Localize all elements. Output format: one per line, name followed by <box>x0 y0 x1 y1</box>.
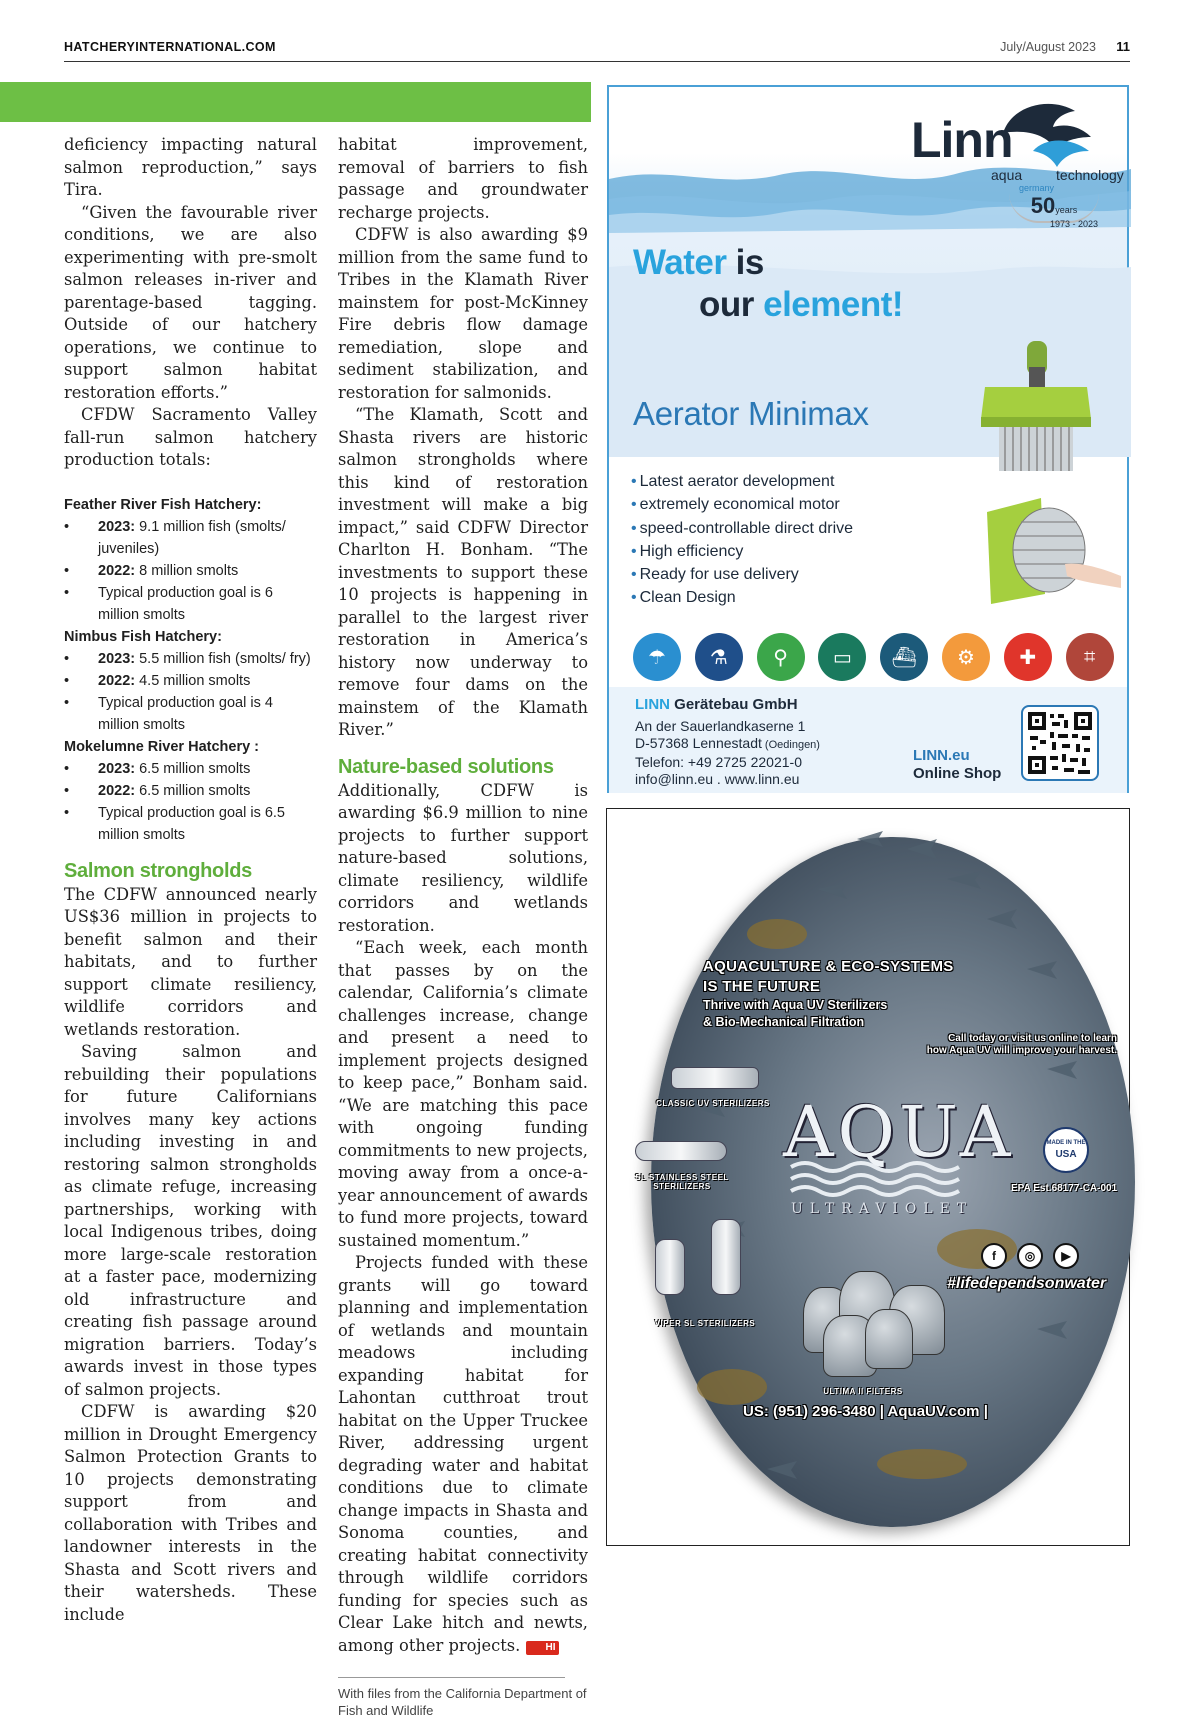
aerator-product-image <box>977 337 1095 477</box>
filter-tank-image <box>865 1309 913 1369</box>
feature-item: • Ready for use delivery <box>631 563 853 586</box>
aqua-brand-subtitle: ULTRAVIOLET <box>791 1201 974 1217</box>
address-district: (Oedingen) <box>761 739 820 751</box>
label-ultima-filters: ULTIMA II FILTERS <box>823 1387 903 1396</box>
sl-sterilizer-image <box>635 1141 727 1161</box>
feature-item: • speed-controllable direct drive <box>631 517 853 540</box>
viper-sterilizer-image <box>655 1239 685 1295</box>
label-line: SL STAINLESS STEEL <box>635 1173 729 1182</box>
logo-technology: technology <box>1056 167 1124 183</box>
list-item <box>64 582 317 626</box>
production-year: 2023: <box>98 760 136 777</box>
application-category-icon: ▭ <box>818 633 866 681</box>
production-year: 2022: <box>98 782 136 799</box>
list-item <box>64 802 317 846</box>
company-address <box>635 718 820 788</box>
phone-number: Telefon: +49 2725 22021-0 <box>635 754 802 770</box>
hatchery-name: Feather River Fish Hatchery: <box>64 496 262 513</box>
headline-water: Water <box>633 243 727 282</box>
list-item <box>64 780 317 802</box>
shop-url-link[interactable]: LINN.eu <box>913 747 970 764</box>
aqua-uv-advertisement[interactable] <box>606 808 1130 1546</box>
usa-badge-text: USA <box>1055 1149 1077 1160</box>
list-item <box>64 516 317 560</box>
section-color-bar <box>0 82 591 122</box>
company-rest: Gerätebau GmbH <box>670 696 798 713</box>
application-category-icon: ⚲ <box>757 633 805 681</box>
production-value: 4.5 million smolts <box>135 672 251 689</box>
ad-tagline-line: Thrive with Aqua UV Sterilizers <box>703 998 888 1012</box>
company-name <box>635 696 798 713</box>
qr-code-icon[interactable] <box>1021 705 1099 781</box>
feature-list <box>631 470 853 610</box>
paragraph: deficiency impacting natural salmon reproduction,” says Tira. <box>64 135 317 199</box>
ad-call-to-action <box>905 1033 1117 1057</box>
application-category-icon: ☂ <box>633 633 681 681</box>
linn-advertisement[interactable] <box>607 85 1129 793</box>
list-item <box>64 560 317 582</box>
application-category-icon: ⛴ <box>880 633 928 681</box>
cta-line: Call today or visit us online to learn <box>948 1033 1117 1044</box>
aerator-product-image-2 <box>981 492 1121 612</box>
production-value: 5.5 million fish (smolts/ fry) <box>135 650 311 667</box>
paragraph: Saving salmon and rebuilding their populations for future Californians involves many key actions including investing in and restoring salmon strongholds as climate refuge, increasing partnerships, working with local Indigenous tribes, doing more large-scale restoration at a faster pace, modernizing old infrastructure and creating fish passage around migration barriers. Today’s awards invest in those types of salmon projects. <box>64 1042 317 1399</box>
application-category-icon: ⌗ <box>1066 633 1114 681</box>
issue-date: July/August 2023 <box>1000 40 1096 54</box>
viper-sterilizer-image <box>711 1219 741 1295</box>
paragraph: The CDFW announced nearly US$36 million in projects to benefit salmon and their habitats, and to further support climate resiliency, wildlife corridors and wetlands restoration. <box>64 884 317 1039</box>
paragraph <box>338 1252 588 1657</box>
site-name: HATCHERYINTERNATIONAL.COM <box>64 40 276 54</box>
subhead-nature-based-solutions: Nature-based solutions <box>338 755 554 778</box>
address-city: D-57368 Lennestadt <box>635 735 762 751</box>
hatchery-name: Mokelumne River Hatchery : <box>64 738 260 755</box>
logo-aqua: aqua <box>991 167 1023 183</box>
ad-headline-line1 <box>633 243 764 283</box>
address-line: An der Sauerlandkaserne 1 <box>635 718 806 734</box>
article-column-2 <box>338 134 588 1719</box>
paragraph: CFDW Sacramento Valley fall-run salmon hatchery production totals: <box>64 405 317 469</box>
production-year: 2023: <box>98 650 136 667</box>
production-year: 2022: <box>98 672 136 689</box>
ad-title-line: AQUACULTURE & ECO-SYSTEMS <box>703 958 954 975</box>
contact-phone-web[interactable]: US: (951) 296-3480 | AquaUV.com | <box>743 1403 988 1420</box>
production-value: 9.1 million fish (smolts/ juveniles) <box>98 518 286 557</box>
production-list <box>64 758 317 846</box>
paragraph: CDFW is also awarding $9 million from the same fund to Tribes in the Klamath River mainstem for post-McKinney Fire debris flow damage remediation, slope and sediment stabilization, and restoration for salmonids. <box>338 225 588 402</box>
feature-item: • High efficiency <box>631 540 853 563</box>
subhead-salmon-strongholds: Salmon strongholds <box>64 859 252 882</box>
application-category-icon: ✚ <box>1004 633 1052 681</box>
anniversary-number: 50 <box>1030 193 1056 218</box>
application-category-icon: ⚙ <box>942 633 990 681</box>
paragraph-text: Projects funded with these grants will go toward planning and implementation of wetlands and mountain meadows including expanding habitat for Lahontan cutthroat trout habitat on the Upper Truckee River, addressing urgent degrading water and habitat conditions due to climate change impacts in Shasta and Sonoma counties, and creating habitat connectivity through wildlife corridors funding for species such as Clear Lake hitch and newts, among other projects. <box>338 1253 588 1655</box>
hatchery-name: Nimbus Fish Hatchery: <box>64 628 222 645</box>
ad-tagline <box>703 997 887 1031</box>
ad-title <box>703 957 954 997</box>
production-year: 2022: <box>98 562 136 579</box>
production-value: Typical production goal is 6.5 million smolts <box>98 804 285 843</box>
ad-title-line: IS THE FUTURE <box>703 978 821 995</box>
paragraph: “The Klamath, Scott and Shasta rivers are historic salmon strongholds where this kind of restoration investment will make a big impact,” said CDFW Director Charlton H. Bonham. “The investments to support these 10 projects is happening in parallel to the largest river restoration in America’s history now underway to remove four dams on the mainstem of the Klamath River.” <box>338 405 588 739</box>
anniversary-word: years <box>1055 205 1078 215</box>
list-item <box>64 692 317 736</box>
divider <box>338 1677 565 1678</box>
article-column-1 <box>64 134 317 1626</box>
label-line: STERILIZERS <box>653 1182 711 1191</box>
hashtag: #lifedependsonwater <box>947 1275 1107 1292</box>
paragraph: CDFW is awarding $20 million in Drought Emergency Salmon Protection Grants to 10 projects demonstrating support from and collaboration with Tribes and landowner interests in the Shasta and Scott rivers and their watersheds. These include <box>64 1402 317 1624</box>
headline-is: is <box>726 243 764 282</box>
hatchery-production-list <box>64 494 317 846</box>
facebook-icon[interactable]: f <box>981 1243 1007 1269</box>
instagram-icon[interactable]: ◎ <box>1017 1243 1043 1269</box>
cta-line: how Aqua UV will improve your harvest. <box>926 1045 1117 1056</box>
epa-number: EPA Est.68177-CA-001 <box>1011 1183 1118 1194</box>
list-item <box>64 758 317 780</box>
label-viper-sterilizers: VIPER SL STERILIZERS <box>654 1319 756 1328</box>
feature-item: • Clean Design <box>631 586 853 609</box>
application-category-icon: ⚗ <box>695 633 743 681</box>
youtube-icon[interactable]: ▶ <box>1053 1243 1079 1269</box>
paragraph: “Each week, each month that passes by on the calendar, California’s climate challenges increase, change and present a need to implement projects designed to keep pace,” Bonham said. “We are matching this pace with ongoing funding commitments to new projects, moving away from a once-a-year announcement of awards to fund more projects, toward sustained momentum.” <box>338 938 588 1250</box>
end-mark-badge: HI <box>526 1641 559 1655</box>
production-value: 6.5 million smolts <box>135 782 251 799</box>
production-list <box>64 516 317 626</box>
made-in-usa-badge <box>1043 1127 1089 1173</box>
label-classic-sterilizers: CLASSIC UV STERILIZERS <box>656 1099 770 1108</box>
email-web[interactable]: info@linn.eu . www.linn.eu <box>635 771 800 787</box>
page-header <box>64 38 1130 62</box>
headline-our: our <box>699 285 764 324</box>
feature-item: • Latest aerator development <box>631 470 853 493</box>
label-sl-sterilizers <box>623 1173 741 1191</box>
headline-element: element! <box>763 285 904 324</box>
production-value: Typical production goal is 6 million smolts <box>98 584 273 623</box>
production-list <box>64 648 317 736</box>
list-item <box>64 670 317 692</box>
logo-tagline <box>991 167 1124 183</box>
ad-tagline-line: & Bio-Mechanical Filtration <box>703 1015 865 1029</box>
usa-badge-top: MADE IN THE <box>1046 1140 1086 1146</box>
anniversary-range: 1973 - 2023 <box>1049 219 1099 229</box>
company-brand: LINN <box>635 696 670 713</box>
photo-credit: With files from the California Department of Fish and Wildlife <box>338 1686 587 1718</box>
address-line <box>635 735 820 754</box>
production-value: 8 million smolts <box>135 562 239 579</box>
list-item <box>64 648 317 670</box>
aqua-brand-logo: AQUA <box>783 1091 1015 1173</box>
product-name: Aerator Minimax <box>633 395 869 432</box>
feature-item: • extremely economical motor <box>631 493 853 516</box>
production-year: 2023: <box>98 518 136 535</box>
ad-headline-line2 <box>699 285 903 325</box>
production-value: Typical production goal is 4 million smolts <box>98 694 273 733</box>
anniversary-badge <box>1009 193 1099 229</box>
classic-sterilizer-image <box>671 1067 759 1089</box>
production-value: 6.5 million smolts <box>135 760 251 777</box>
application-icons-row <box>633 633 1114 681</box>
online-shop-label: Online Shop <box>913 765 1002 782</box>
linn-logo: Linn <box>911 112 1013 168</box>
paragraph: habitat improvement, removal of barriers to fish passage and groundwater recharge projects. <box>338 135 588 222</box>
logo-germany: germany <box>1019 183 1055 193</box>
page-number: 11 <box>1116 39 1130 54</box>
paragraph: Additionally, CDFW is awarding $6.9 million to nine projects to further support nature-based solutions, climate resiliency, wildlife corridors and wetlands restoration. <box>338 780 588 935</box>
paragraph: “Given the favourable river conditions, we are also experimenting with pre-smolt salmon releases in-river and parentage-based tagging. Outside of our hatchery operations, we continue to support salmon habitat restoration efforts.” <box>64 202 317 402</box>
wave-logo-icon <box>791 1159 961 1195</box>
